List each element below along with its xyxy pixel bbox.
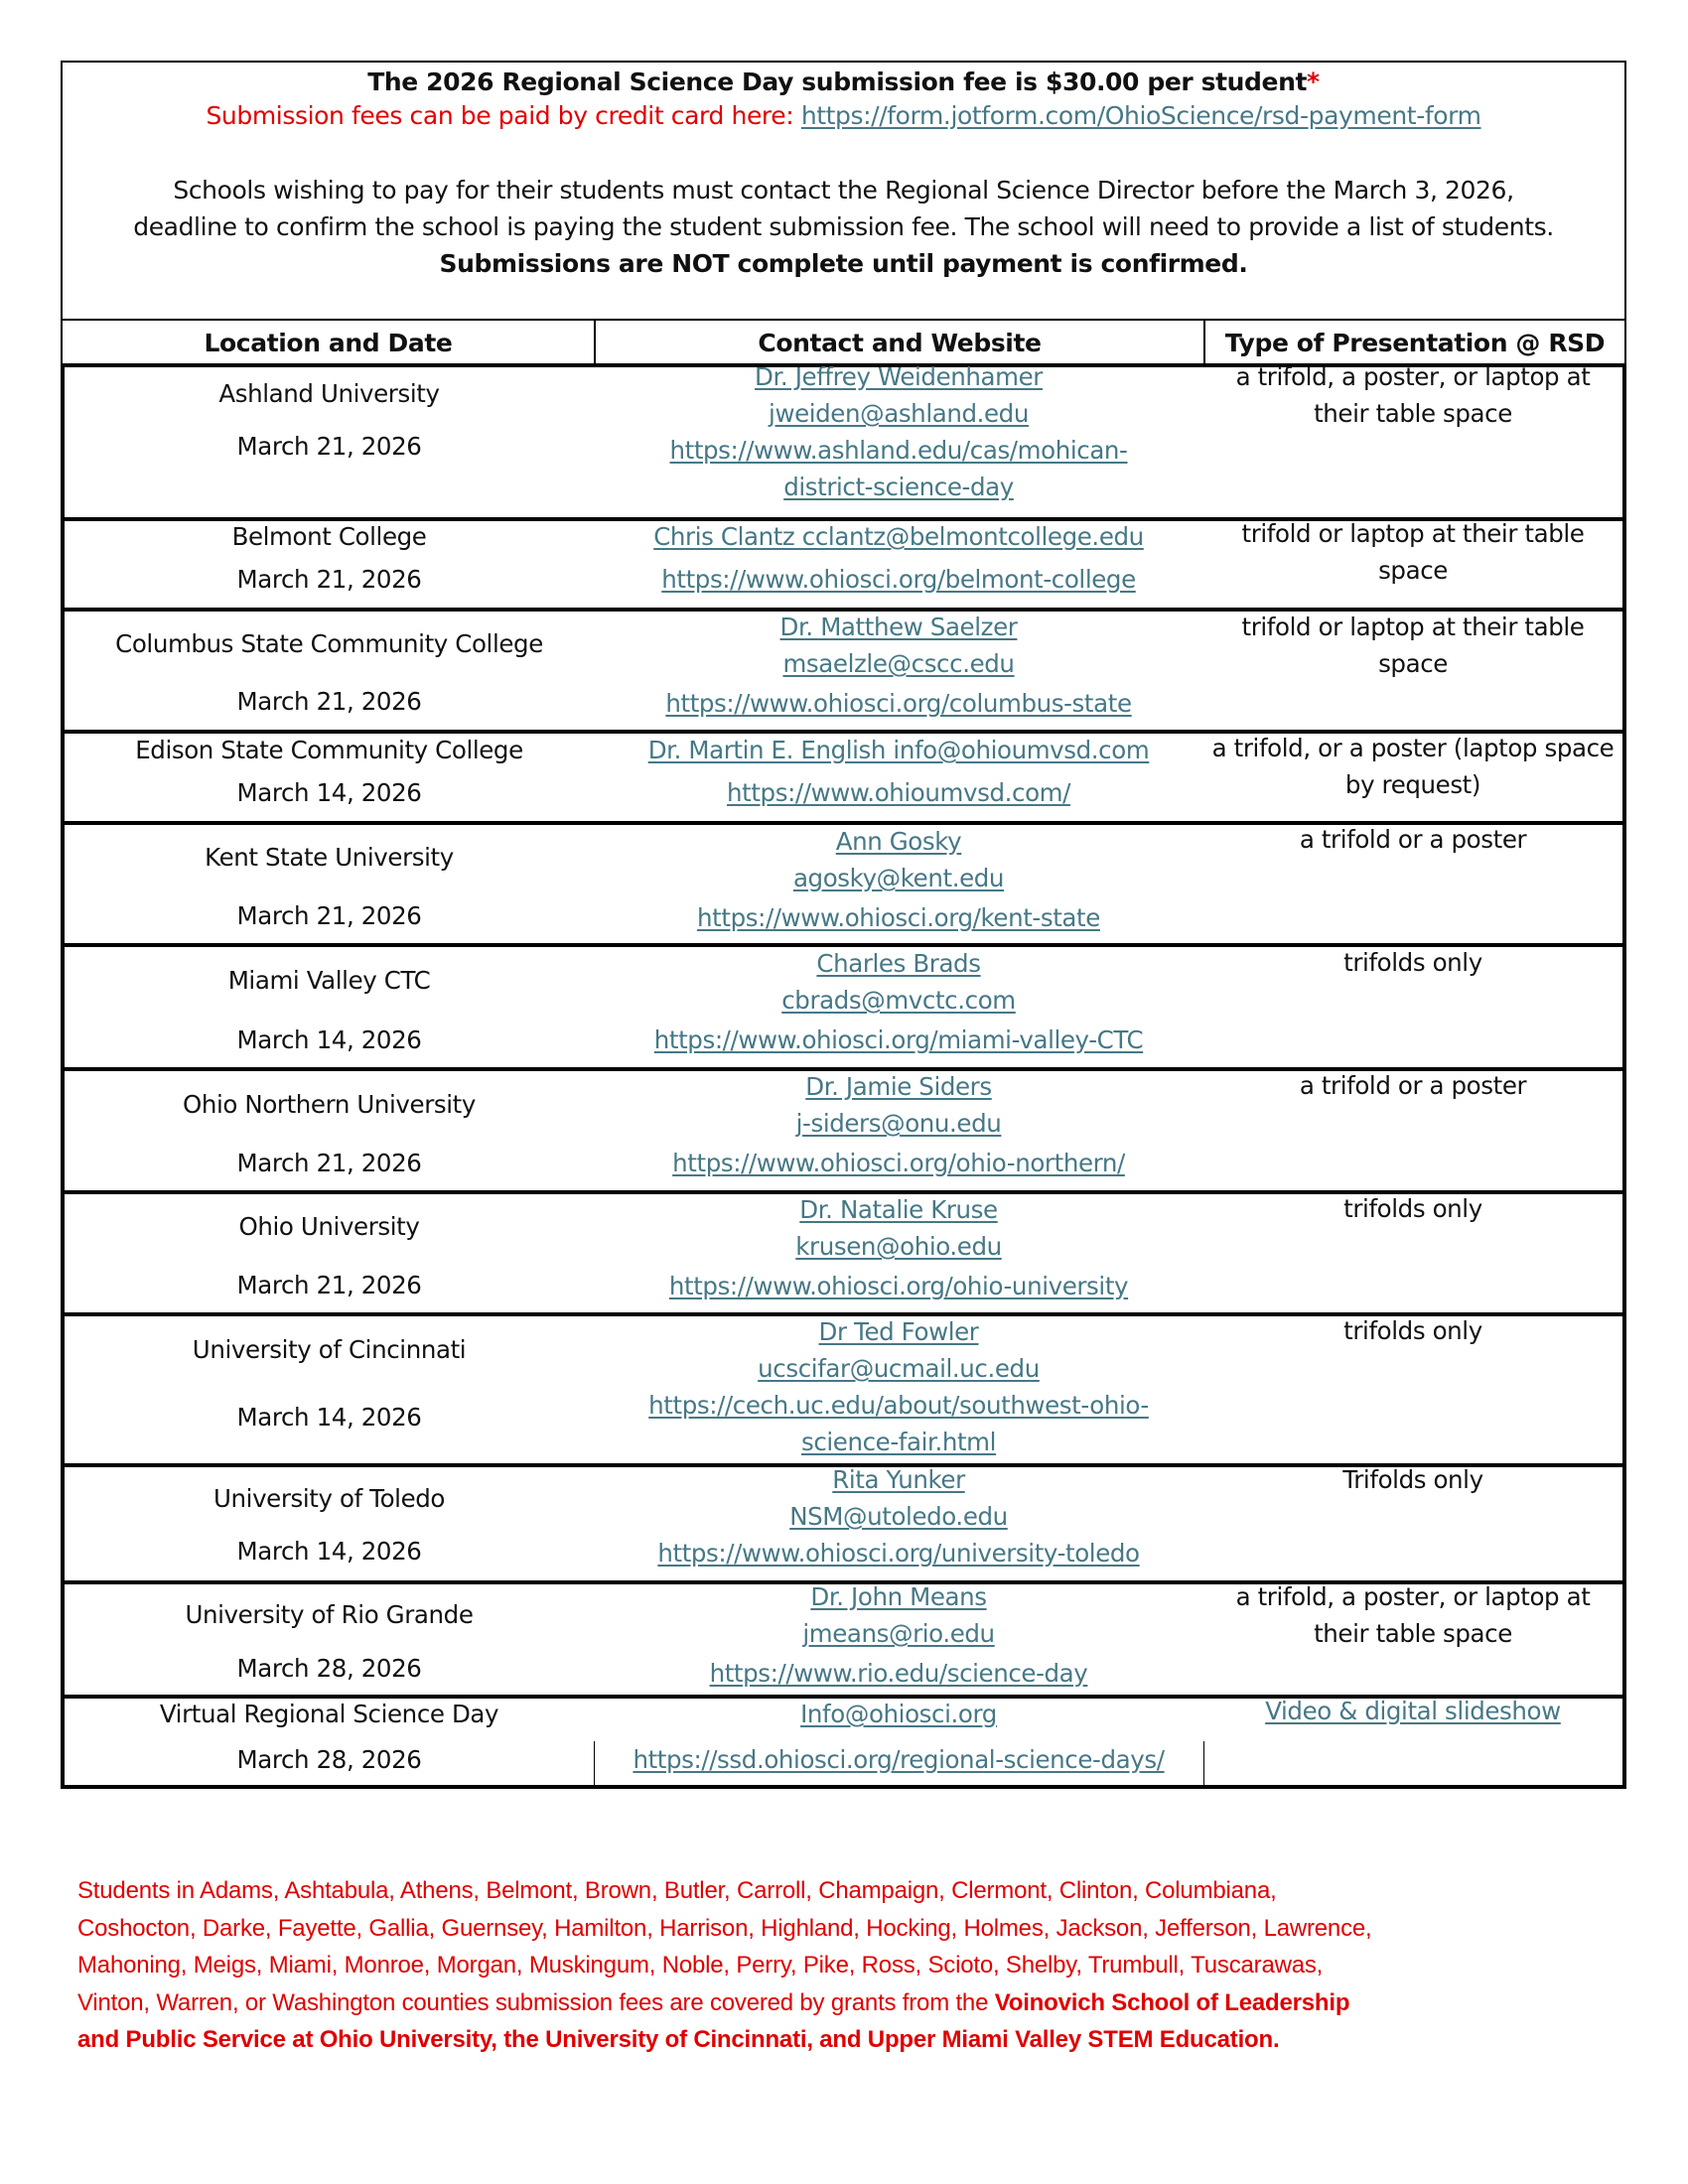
location-name: University of Cincinnati xyxy=(192,1335,467,1364)
website-link[interactable]: https://www.ohioumvsd.com/ xyxy=(727,778,1070,807)
contact-block xyxy=(594,518,1203,598)
contact-name-link[interactable]: Charles Brads xyxy=(816,949,981,978)
contact-name-link[interactable]: Dr Ted Fowler xyxy=(818,1317,979,1346)
website-link[interactable]: https://www.ashland.edu/cas/mohican- xyxy=(669,436,1128,465)
county-grant-note xyxy=(77,1872,1626,2059)
contact-email-link[interactable]: krusen@ohio.edu xyxy=(795,1232,1002,1261)
contact-name-link[interactable]: Dr. Jeffrey Weidenhamer xyxy=(755,362,1043,391)
contact-block xyxy=(594,1068,1203,1181)
contact-block xyxy=(594,358,1203,505)
location-name: Miami Valley CTC xyxy=(227,966,431,995)
contact-block xyxy=(594,823,1203,936)
county-line-3: Mahoning, Meigs, Miami, Monroe, Morgan, Muskingum, Noble, Perry, Pike, Ross, Scioto, Shelby, Trumbull, Tuscarawas, xyxy=(77,1952,1324,1979)
payment-line xyxy=(63,98,1624,134)
location-name: Edison State Community College xyxy=(135,736,523,764)
presentation-type xyxy=(1203,1312,1622,1349)
fee-heading-text: The 2026 Regional Science Day submission fee is $30.00 per student xyxy=(367,68,1308,96)
contact-email-link[interactable]: ucscifar@ucmail.uc.edu xyxy=(758,1354,1040,1383)
header-presentation-type: Type of Presentation @ RSD xyxy=(1224,328,1606,357)
location-name: Ohio University xyxy=(238,1212,420,1241)
contact-email-link[interactable]: Info@ohiosci.org xyxy=(800,1700,997,1728)
contact-name-link[interactable]: Dr. Matthew Saelzer xyxy=(779,613,1018,641)
contact-block xyxy=(594,609,1203,722)
presentation-text: trifold or laptop at their table space xyxy=(1241,613,1585,678)
website-link[interactable]: https://www.ohiosci.org/belmont-college xyxy=(661,565,1136,594)
contact-email-link[interactable]: cbrads@mvctc.com xyxy=(781,986,1016,1015)
presentation-type xyxy=(1203,609,1622,682)
contact-email-link[interactable]: jweiden@ashland.edu xyxy=(769,399,1029,428)
presentation-type xyxy=(1203,1190,1622,1227)
event-date: March 21, 2026 xyxy=(236,432,422,461)
table-row xyxy=(65,1194,1622,1312)
county-line-4 xyxy=(77,1984,1626,2022)
contact-name-link[interactable]: Dr. Natalie Kruse xyxy=(799,1195,998,1224)
contact-email-link[interactable]: msaelzle@cscc.edu xyxy=(782,649,1015,678)
schools-line-2: deadline to confirm the school is paying the student submission fee. The school will need to provide a list of students. xyxy=(133,212,1554,241)
presentation-text: trifolds only xyxy=(1343,948,1482,977)
fee-asterisk: * xyxy=(1307,68,1320,96)
event-date: March 21, 2026 xyxy=(236,687,422,716)
website-link[interactable]: https://www.ohiosci.org/ohio-northern/ xyxy=(672,1149,1125,1177)
presentation-type xyxy=(1203,1461,1622,1498)
event-date: March 21, 2026 xyxy=(236,1271,422,1299)
presentation-text: trifold or laptop at their table space xyxy=(1241,519,1585,585)
contact-name-link[interactable]: Dr. Jamie Siders xyxy=(805,1072,992,1101)
presentation-text: trifolds only xyxy=(1343,1194,1482,1223)
header-contact-website: Contact and Website xyxy=(758,328,1042,357)
contact-block xyxy=(594,1578,1203,1692)
presentation-text: a trifold or a poster xyxy=(1299,825,1527,854)
event-date: March 21, 2026 xyxy=(236,1149,422,1177)
payment-label: Submission fees can be paid by credit card here: xyxy=(206,101,801,130)
website-link[interactable]: https://cech.uc.edu/about/southwest-ohio- xyxy=(648,1391,1149,1420)
contact-name-link[interactable]: Ann Gosky xyxy=(835,827,962,856)
table-row xyxy=(65,1584,1622,1695)
website-link[interactable]: https://www.ohiosci.org/columbus-state xyxy=(665,689,1132,718)
presentation-type xyxy=(1203,730,1622,803)
location-name: Columbus State Community College xyxy=(115,629,543,658)
not-complete-notice: Submissions are NOT complete until payment is confirmed. xyxy=(439,249,1248,278)
grant-sponsor-line: and Public Service at Ohio University, the University of Cincinnati, and Upper Miami Valley STEM Education. xyxy=(77,2026,1280,2053)
table-row xyxy=(65,1467,1622,1580)
event-date: March 14, 2026 xyxy=(236,1403,422,1432)
website-link[interactable]: https://www.ohiosci.org/miami-valley-CTC xyxy=(653,1025,1144,1054)
event-date: March 21, 2026 xyxy=(236,901,422,930)
presentation-type xyxy=(1203,821,1622,858)
presentation-text: trifolds only xyxy=(1343,1316,1482,1345)
contact-name-email-link[interactable]: Dr. Martin E. English info@ohioumvsd.com xyxy=(647,736,1150,764)
table-row xyxy=(65,825,1622,943)
location-name: Ashland University xyxy=(218,379,440,408)
website-link[interactable]: https://www.ohiosci.org/university-toledo xyxy=(657,1539,1140,1568)
location-name: Kent State University xyxy=(205,843,454,872)
event-date: March 14, 2026 xyxy=(236,778,422,807)
presentation-type xyxy=(1203,1693,1622,1729)
county-line-4-text: Vinton, Warren, or Washington counties submission fees are covered by grants from the xyxy=(77,1988,995,2016)
event-date: March 14, 2026 xyxy=(236,1537,422,1566)
presentation-text: a trifold, a poster, or laptop at their table space xyxy=(1235,1582,1591,1648)
event-date: March 14, 2026 xyxy=(236,1025,422,1054)
event-date: March 28, 2026 xyxy=(236,1654,422,1683)
website-link[interactable]: https://ssd.ohiosci.org/regional-science-days/ xyxy=(633,1745,1165,1774)
grant-sponsor-text: Voinovich School of Leadership xyxy=(994,1988,1350,2016)
contact-email-link[interactable]: agosky@kent.edu xyxy=(792,864,1005,892)
presentation-type xyxy=(1203,1578,1622,1652)
presentation-text: a trifold, a poster, or laptop at their table space xyxy=(1235,362,1591,428)
table-row xyxy=(65,947,1622,1067)
contact-block xyxy=(594,1191,1203,1304)
header-location-date: Location and Date xyxy=(204,328,453,357)
payment-form-link[interactable]: https://form.jotform.com/OhioScience/rsd-payment-form xyxy=(800,101,1481,130)
location-name: University of Toledo xyxy=(213,1484,445,1513)
presentation-type xyxy=(1203,515,1622,589)
table-row xyxy=(65,1316,1622,1463)
contact-block xyxy=(594,1696,1203,1778)
table-row xyxy=(65,734,1622,821)
website-link[interactable]: https://www.ohiosci.org/ohio-university xyxy=(668,1272,1129,1300)
location-name: Virtual Regional Science Day xyxy=(159,1700,499,1728)
presentation-type xyxy=(1203,944,1622,981)
event-date: March 21, 2026 xyxy=(236,565,422,594)
contact-block xyxy=(594,1313,1203,1460)
contact-name-email-link[interactable]: Chris Clantz cclantz@belmontcollege.edu xyxy=(653,522,1144,551)
presentation-text: a trifold or a poster xyxy=(1299,1071,1527,1100)
website-link[interactable]: https://www.ohiosci.org/kent-state xyxy=(697,903,1100,932)
presentation-link[interactable]: Video & digital slideshow xyxy=(1265,1697,1561,1725)
county-line-2: Coshocton, Darke, Fayette, Gallia, Guernsey, Hamilton, Harrison, Highland, Hocking, Holmes, Jackson, Jefferson, Lawrence, xyxy=(77,1914,1372,1942)
presentation-text: Trifolds only xyxy=(1342,1465,1483,1494)
fee-notice-box xyxy=(61,61,1626,319)
location-name: Belmont College xyxy=(231,522,427,551)
presentation-type xyxy=(1203,358,1622,432)
presentation-text: a trifold, or a poster (laptop space by request) xyxy=(1211,734,1615,799)
contact-block xyxy=(594,1461,1203,1571)
table-row xyxy=(65,1699,1622,1785)
regional-science-day-table xyxy=(61,363,1626,1789)
website-link-continued[interactable]: district-science-day xyxy=(783,473,1014,501)
contact-name-link[interactable]: Rita Yunker xyxy=(832,1465,965,1494)
table-row xyxy=(65,521,1622,608)
location-name: Ohio Northern University xyxy=(183,1090,476,1119)
contact-block xyxy=(594,945,1203,1058)
contact-email-link[interactable]: j-siders@onu.edu xyxy=(795,1109,1002,1138)
contact-name-link[interactable]: Dr. John Means xyxy=(810,1582,987,1611)
fee-heading xyxy=(63,63,1624,100)
presentation-type xyxy=(1203,1067,1622,1104)
table-row xyxy=(65,1071,1622,1190)
contact-email-link[interactable]: jmeans@rio.edu xyxy=(802,1619,995,1648)
contact-block xyxy=(594,732,1203,811)
table-row xyxy=(65,362,1622,517)
website-link-continued[interactable]: science-fair.html xyxy=(800,1428,997,1456)
location-name: University of Rio Grande xyxy=(185,1600,474,1629)
cell-divider xyxy=(1203,1741,1204,1789)
event-date: March 28, 2026 xyxy=(236,1745,422,1774)
contact-email-link[interactable]: NSM@utoledo.edu xyxy=(789,1502,1008,1531)
schools-line-1: Schools wishing to pay for their students must contact the Regional Science Director before the March 3, 2026, xyxy=(173,176,1514,205)
county-line-1: Students in Adams, Ashtabula, Athens, Belmont, Brown, Butler, Carroll, Champaign, Clermont, Clinton, Columbiana, xyxy=(77,1877,1277,1904)
website-link[interactable]: https://www.rio.edu/science-day xyxy=(709,1659,1088,1688)
table-row xyxy=(65,612,1622,730)
